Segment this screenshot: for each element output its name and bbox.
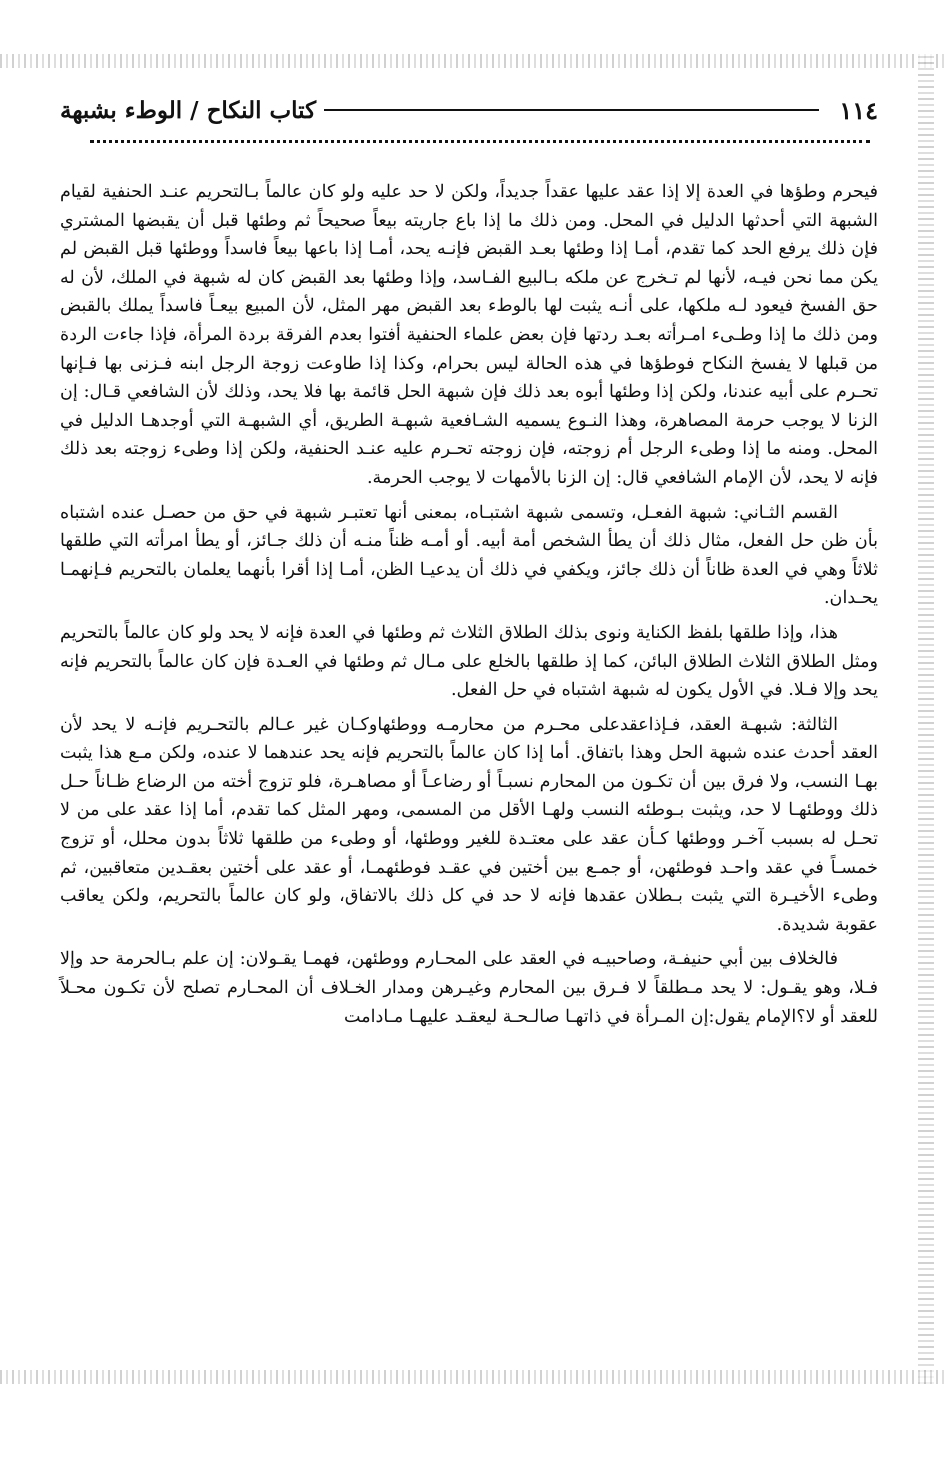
page-header bbox=[60, 90, 878, 130]
paragraph: فالخلاف بين أبي حنيفـة، وصاحبيـه في العقد على المحـارم ووطئهن، فهمـا يقـولان: إن علم بـالحرمة حد وإلا فـلا، وهو يقـول: لا يحد مـطلقاً لا فـرق بين المحارم وغيـرهن ومدار الخـلاف أن المحـارم تصلح لأن تكـون محـلاً للعقد أو لا؟الإمام يقول:إن المـرأة في ذاتهـا صالـحـة ليعقـد عليهـا مـادامت bbox=[60, 949, 878, 1027]
header-rule bbox=[324, 109, 819, 111]
paragraph: القسم الثـاني: شبهة الفعـل، وتسمى شبهة اشتبـاه، بمعنى أنها تعتبـر شبهة في حق من حصـل عنده اشتباه بأن ظن حل الفعل، مثال ذلك أن يطأ الشخص أمة أبيه. أو أمـه ظناً منـه أن ذلك جـائز، أو يطأ امرأته التي طلقها ثلاثاً وهي في العدة ظاناً أن ذلك جائز، ويكفي في ذلك أن يدعيـا الظن، أمـا إذا أقرا بأنهما يعلمان بالتحريم فـإنهمـا يحـدان. bbox=[60, 502, 878, 609]
decorative-border-bottom bbox=[0, 1370, 944, 1384]
paragraph: الثالثة: شبهـة العقد، فـإذاعقدعلى محـرم من محارمـه ووطئهاوكـان غير عـالم بالتحـريم فإنـه لا يحد لأن العقد أحدث عنده شبهة الحل وهذا باتفاق. أما إذا كان عالماً بالتحريم فإنه يحد عندهما لا عنده، ولكن مـع هذا يثبت بهـا النسب، ولا فرق بين أن تكـون من المحارم نسبـاً أو رضاعـاً أو مصاهـرة، فلو تزوج أخته من الرضاع ظـاناً حـل ذلك ووطئهـا لا حد، ويثبت بـوطئه النسب ولهـا الأقل من المسمى، ومهر المثل كما تقدم، أما إذا عقد على من لا تحـل له بسبب آخـر ووطئها كـأن عقد على معتـدة للغير ووطئها، أو وطىء من طلقها ثلاثاً بدون محلل، أو تزوج خمسـاً في عقد واحـد فوطئهن، أو جمـع بين أختين في عقـد فوطئهمـا، أو عقد على أختين بعقـدين متعاقبين، ثم وطىء الأخيـرة التي يثبت بـطلان عقدها فإنه لا حد في كل ذلك بالاتفاق، ولو كان عالماً بالتحريم، ولكن يعاقب عقوبة شديدة. bbox=[60, 714, 878, 935]
chapter-title: كتاب النكاح / الوطء بشبهة bbox=[60, 96, 317, 124]
page-number: ١١٤ bbox=[839, 95, 878, 125]
decorative-border-right bbox=[918, 54, 934, 1384]
dotted-separator bbox=[90, 140, 870, 143]
decorative-border-top bbox=[0, 54, 944, 68]
paragraph: هذا، وإذا طلقها بلفظ الكناية ونوى بذلك الطلاق الثلاث ثم وطئها في العدة فإنه لا يحد ولو كان عالماً بالتحريم ومثل الطلاق الثلاث الطلاق البائن، كما إذ طلقها بالخلع على مـال ثم وطئها في العـدة فإن كان عالماً بالتحريم فإنه يحد وإلا فـلا. في الأول يكون له شبهة اشتباه في حل الفعل. bbox=[60, 622, 878, 701]
paragraph: فيحرم وطؤها في العدة إلا إذا عقد عليها عقداً جديداً، ولكن لا حد عليه ولو كان عالماً بـالتحريم عنـد الحنفية لقيام الشبهة التي أحدثها الدليل في المحل. ومن ذلك ما إذا باع جاريته بيعاً صحيحاً ثم وطئها قبل أن يقبضها المشتري فإن ذلك يرفع الحد كما تقدم، أمـا إذا وطئها بعـد القبض فإنـه يحد، أمـا إذا باعها بيعاً فاسداً ووطئها قبل القبض لم يكن مما نحن فيـه، لأنها لم تـخرج عن ملكه بـالبيع الفـاسد، وإذا وطئها بعد القبض كان له شبهة في الملك، لأن له حق الفسخ فيعود لـه ملكها، على أنـه يثبت لها بالوطء بعد القبض مهر المثل، لأن المبيع بيعـاً فاسداً يملك بالقبض ومن ذلك ما إذا وطـىء امـرأته بعـد ردتها فإن بعض علماء الحنفية أفتوا بعدم الفرقة بردة المرأة، فإذا جاءت الردة من قبلها لا يفسخ النكاح فوطؤها في هذه الحالة ليس بحرام، وكذا إذا طاوعت زوجة الرجل ابنه فـزنى بها فـإنها تحـرم على أبيه عندنا، ولكن إذا وطئها أبوه بعد ذلك فإن شبهة الحل قائمة بها فلا يحد، وذلك لأن الشافعي قـال: إن الزنا لا يوجب حرمة المصاهرة، وهذا النـوع يسميه الشـافعية شبهـة الطريق، أي الشبهـة التي أوجدهـا الدليل في المحل. ومنه ما إذا وطىء الرجل أم زوجته، فإن زوجته تحـرم عليه عنـد الحنفية، ولكن إذا وطىء زوجته بعد ذلك فإنه لا يحد، لأن الإمام الشافعي قال: إن الزنا بالأمهات لا يوجب الحرمة. bbox=[60, 182, 878, 488]
page-body bbox=[60, 178, 878, 1037]
